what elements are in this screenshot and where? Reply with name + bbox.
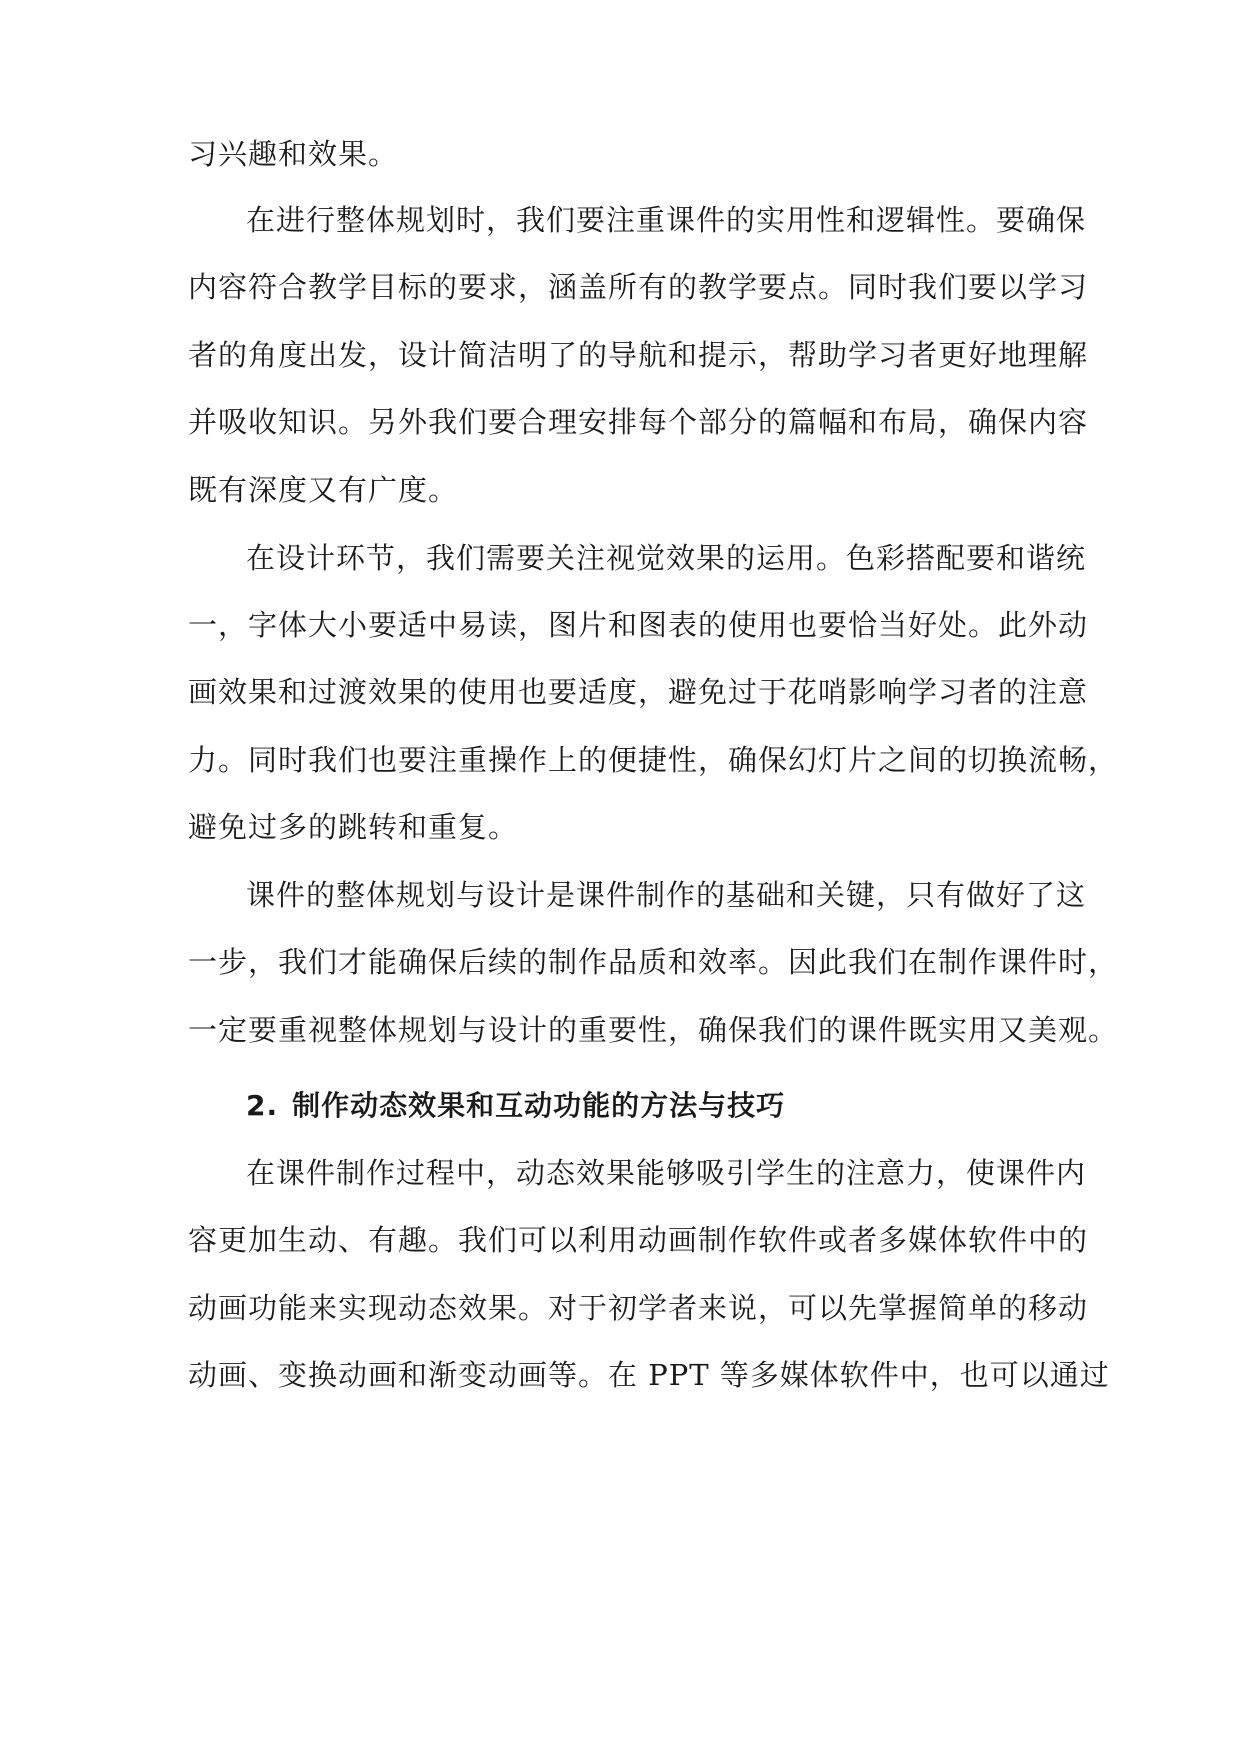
text-line: 画效果和过渡效果的使用也要适度，避免过于花哨影响学习者的注意 (188, 675, 1089, 709)
text-line: 一，字体大小要适中易读，图片和图表的使用也要恰当好处。此外动 (188, 608, 1089, 642)
text-line: 课件的整体规划与设计是课件制作的基础和关键，只有做好了这 (246, 878, 1087, 912)
section-heading (246, 1086, 785, 1126)
text-line: 容更加生动、有趣。我们可以利用动画制作软件或者多媒体软件中的 (188, 1223, 1089, 1257)
text-line: 习兴趣和效果。 (188, 137, 399, 171)
text-line: 一定要重视整体规划与设计的重要性，确保我们的课件既实用又美观。 (188, 1013, 1119, 1047)
text-line: 一步，我们才能确保后续的制作品质和效率。因此我们在制作课件时， (188, 945, 1119, 979)
text-line: 既有深度又有广度。 (188, 473, 459, 507)
text-line: 动画功能来实现动态效果。对于初学者来说，可以先掌握简单的移动 (188, 1291, 1089, 1325)
text-line: 内容符合教学目标的要求，涵盖所有的教学要点。同时我们要以学习 (188, 270, 1089, 304)
text-line: 在课件制作过程中，动态效果能够吸引学生的注意力，使课件内 (246, 1156, 1087, 1190)
section-number: 2. (246, 1089, 279, 1122)
text-line: 动画、变换动画和渐变动画等。在 PPT 等多媒体软件中，也可以通过 (188, 1358, 1110, 1392)
text-line: 避免过多的跳转和重复。 (188, 810, 519, 844)
text-line: 力。同时我们也要注重操作上的便捷性，确保幻灯片之间的切换流畅， (188, 743, 1119, 777)
text-line: 在进行整体规划时，我们要注重课件的实用性和逻辑性。要确保 (246, 203, 1087, 237)
text-line: 在设计环节，我们需要关注视觉效果的运用。色彩搭配要和谐统 (246, 541, 1087, 575)
text-line: 并吸收知识。另外我们要合理安排每个部分的篇幅和布局，确保内容 (188, 405, 1089, 439)
section-title: 制作动态效果和互动功能的方法与技巧 (292, 1089, 786, 1122)
text-line: 者的角度出发，设计简洁明了的导航和提示，帮助学习者更好地理解 (188, 338, 1089, 372)
